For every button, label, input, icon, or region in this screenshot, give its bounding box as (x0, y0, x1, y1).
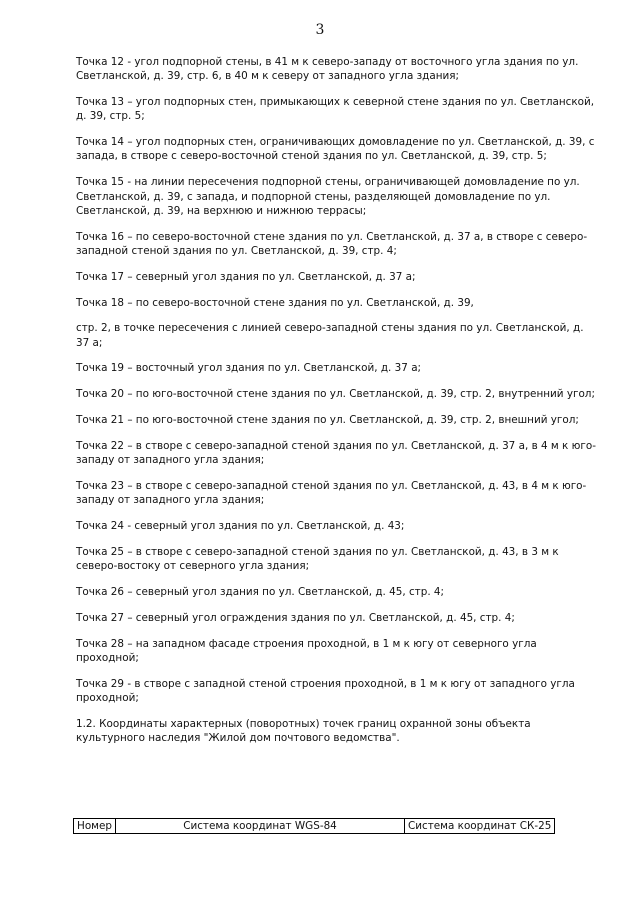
paragraph-point-29: Точка 29 - в створе с западной стеной строения проходной, в 1 м к югу от западного угла проходной; (76, 677, 575, 704)
paragraph-point-24: Точка 24 - северный угол здания по ул. Светланской, д. 43; (76, 520, 405, 533)
paragraph-point-20: Точка 20 – по юго-восточной стене здания по ул. Светланской, д. 39, стр. 2, внутренний угол; (76, 388, 595, 401)
paragraph-point-25: Точка 25 – в створе с северо-западной стеной здания по ул. Светланской, д. 43, в 3 м к северо-востоку от северного угла здания; (76, 545, 559, 573)
paragraph-point-18-continued: стр. 2, в точке пересечения с линией северо-западной стены здания по ул. Светланской, д. 37 а; (76, 322, 584, 349)
paragraph-point-14: Точка 14 – угол подпорных стен, ограничивающих домовладение по ул. Светланской, д. 39, с запада, в створе с северо-восточной стеной здания по ул. Светланской, д. 39, стр. 5; (76, 136, 595, 163)
paragraph-point-16: Точка 16 – по северо-восточной стене здания по ул. Светланской, д. 37 а, в створе с северо-западной стеной здания по ул. Светланской, д. 39, стр. 4; (76, 230, 588, 257)
coordinates-table (73, 818, 555, 834)
paragraph-point-28: Точка 28 – на западном фасаде строения проходной, в 1 м к югу от северного угла проходной; (76, 637, 537, 664)
table-header-wgs84: Система координат WGS-84 (116, 819, 405, 834)
paragraph-point-19: Точка 19 – восточный угол здания по ул. Светланской, д. 37 а; (76, 362, 422, 375)
table-header-number: Номер (74, 819, 116, 834)
paragraph-point-21: Точка 21 – по юго-восточной стене здания по ул. Светланской, д. 39, стр. 2, внешний угол; (76, 414, 579, 427)
table-header-row (74, 819, 555, 834)
paragraph-point-27: Точка 27 – северный угол ограждения здания по ул. Светланской, д. 45, стр. 4; (76, 611, 515, 624)
paragraph-point-18: Точка 18 – по северо-восточной стене здания по ул. Светланской, д. 39, (76, 296, 474, 309)
paragraph-point-15: Точка 15 - на линии пересечения подпорной стены, ограничивающей домовладение по ул. Светланской, д. 39, с запада, и подпорной стены, разделяющей домовладение по ул. Светланской, д. 39, на верхнюю и нижнюю террасы; (76, 176, 580, 217)
paragraph-point-17: Точка 17 – северный угол здания по ул. Светланской, д. 37 а; (76, 270, 416, 283)
section-heading-1-2: 1.2. Координаты характерных (поворотных) точек границ охранной зоны объекта культурного наследия "Жилой дом почтового ведомства". (76, 717, 531, 744)
paragraph-point-23: Точка 23 – в створе с северо-западной стеной здания по ул. Светланской, д. 43, в 4 м к юго-западу от западного угла здания; (76, 479, 587, 507)
paragraph-point-12: Точка 12 - угол подпорной стены, в 41 м к северо-западу от восточного угла здания по ул. Светланской, д. 39, стр. 6, в 40 м к северу от западного угла здания; (76, 56, 579, 83)
page-number: 3 (315, 22, 325, 38)
document-body (76, 55, 596, 757)
paragraph-point-22: Точка 22 – в створе с северо-западной стеной здания по ул. Светланской, д. 37 а, в 4 м к юго-западу от западного угла здания; (76, 439, 596, 467)
table-header-sk25: Система координат СК-25 (405, 819, 555, 834)
paragraph-point-26: Точка 26 – северный угол здания по ул. Светланской, д. 45, стр. 4; (76, 585, 445, 598)
paragraph-point-13: Точка 13 – угол подпорных стен, примыкающих к северной стене здания по ул. Светланской, д. 39, стр. 5; (76, 96, 595, 123)
